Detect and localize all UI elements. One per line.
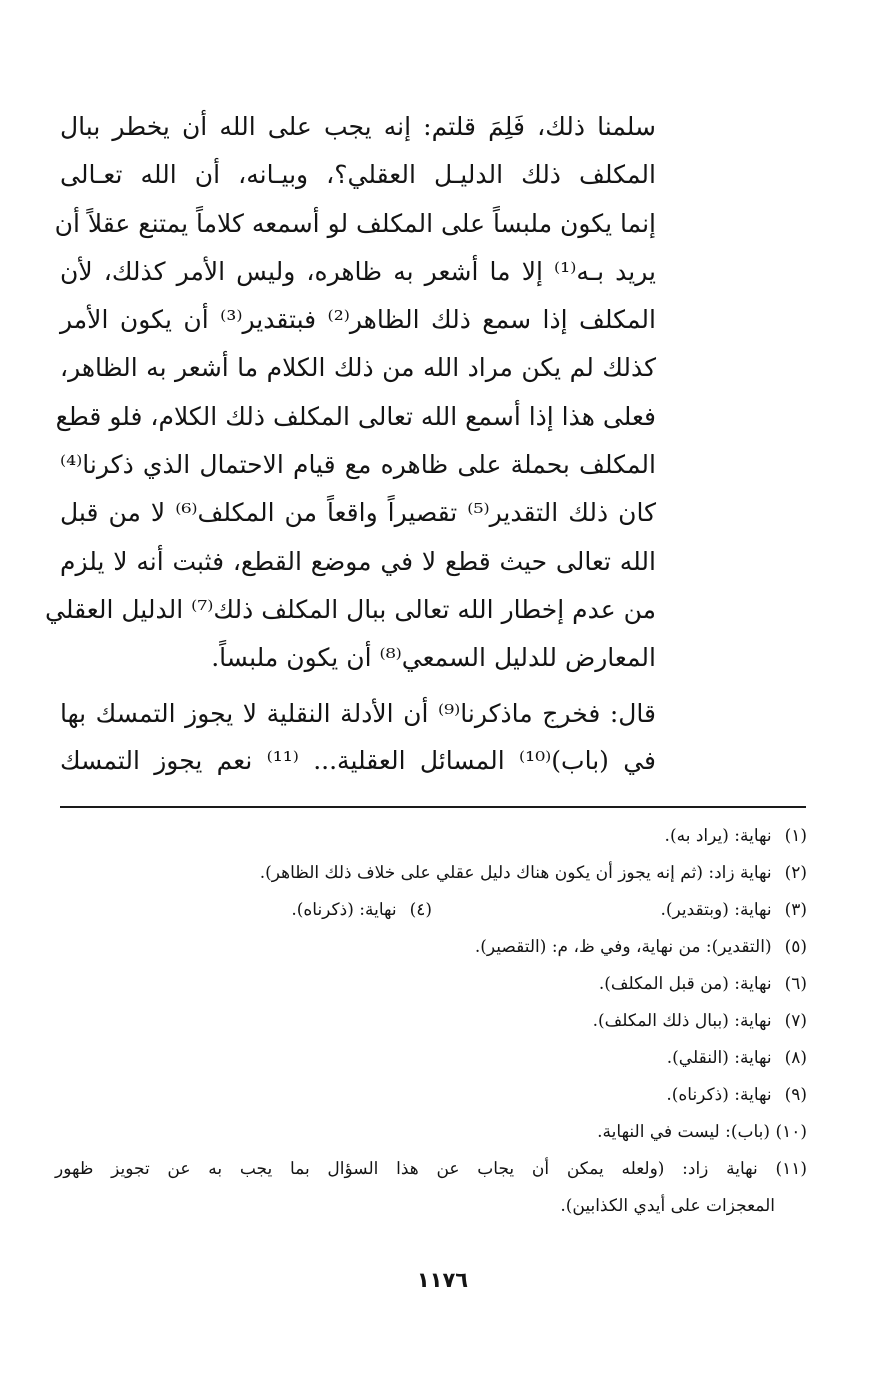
footnote-number: (٥): [784, 937, 807, 957]
footnote-text: نهاية: (وبتقدير).: [660, 900, 772, 920]
footnotes: [55, 818, 807, 1225]
footnote-4: [291, 892, 432, 929]
footnote-number: (١): [784, 826, 807, 846]
footnote-11: [55, 1151, 807, 1188]
main-text-paragraph-2: [60, 690, 656, 784]
footnote-11-continuation: المعجزات على أيدي الكذابين).: [560, 1196, 775, 1216]
footnote-text: نهاية: (ذكرناه).: [666, 1085, 772, 1105]
footnote-number: (٣): [784, 900, 807, 920]
text-line: المكلف ذلك الدليـل العقلي؟، وبيـانه، أن الله تعـالى: [60, 160, 656, 190]
text-line: قال: فخرج ماذكرنا⁽⁹⁾ أن الأدلة النقلية لا يجوز التمسك بها: [60, 699, 656, 728]
footnote-text: نهاية: (ببال ذلك المكلف).: [592, 1011, 772, 1031]
footnote-number: (٢): [784, 863, 807, 883]
footnote-text: (باب): ليست في النهاية.: [597, 1122, 771, 1142]
text-line: المعارض للدليل السمعي⁽⁸⁾ أن يكون ملبساً.: [211, 643, 656, 673]
text-line: في (باب)⁽¹⁰⁾ المسائل العقلية... ⁽¹¹⁾ نعم يجوز التمسك: [60, 746, 657, 775]
text-line: من عدم إخطار الله تعالى ببال المكلف ذلك⁽⁷⁾ الدليل العقلي: [45, 594, 656, 624]
text-line: كان ذلك التقدير⁽⁵⁾ تقصيراً واقعاً من المكلف⁽⁶⁾ لا من قبل: [60, 498, 657, 528]
footnote-number: (٨): [784, 1048, 807, 1068]
footnote-6: [55, 966, 807, 1003]
footnote-2: [55, 855, 807, 892]
footnote-number: (٤): [409, 900, 432, 920]
footnote-7: [55, 1003, 807, 1040]
footnote-text: نهاية زاد: (ولعله يمكن أن يجاب عن هذا السؤال بما يجب به عن تجويز ظهور: [55, 1159, 758, 1179]
footnote-text: نهاية: (ذكرناه).: [291, 900, 397, 920]
text-line: إنما يكون ملبساً على المكلف لو أسمعه كلاماً يمتنع عقلاً أن: [54, 208, 656, 238]
footnote-text: نهاية: (النقلي).: [666, 1048, 772, 1068]
footnote-text: (التقدير): من نهاية، وفي ظ، م: (التقصير).: [474, 937, 772, 957]
footnote-3-4: [55, 892, 807, 929]
footnote-text: نهاية: (يراد به).: [664, 826, 772, 846]
text-line: كذلك لم يكن مراد الله من ذلك الكلام ما أشعر به الظاهر،: [60, 353, 656, 383]
footnote-separator: [60, 806, 806, 808]
footnote-text: نهاية: (من قبل المكلف).: [598, 974, 772, 994]
footnote-number: (١٠): [775, 1122, 807, 1142]
footnote-5: [55, 929, 807, 966]
text-line: سلمنا ذلك، فَلِمَ قلتم: إنه يجب على الله أن يخطر ببال: [60, 112, 656, 141]
footnote-number: (٩): [784, 1085, 807, 1105]
footnote-text: نهاية زاد: (ثم إنه يجوز أن يكون هناك دليل عقلي على خلاف ذلك الظاهر).: [259, 863, 772, 883]
text-line: المكلف إذا سمع ذلك الظاهر⁽²⁾ فبتقدير⁽³⁾ أن يكون الأمر: [60, 305, 656, 335]
main-text-paragraph-1: [45, 103, 657, 683]
footnote-1: [55, 818, 807, 855]
text-line: المكلف بحملة على ظاهره مع قيام الاحتمال الذي ذكرنا⁽⁴⁾: [60, 450, 656, 480]
footnote-8: [55, 1040, 807, 1077]
footnote-10: [55, 1114, 807, 1151]
text-line: الله تعالى حيث قطع لا في موضع القطع، فثبت أنه لا يلزم: [60, 546, 656, 576]
page-number: ١١٧٦: [416, 1268, 469, 1292]
footnote-number: (٧): [784, 1011, 807, 1031]
footnote-9: [55, 1077, 807, 1114]
footnote-number: (١١): [775, 1159, 808, 1179]
text-line: فعلى هذا إذا أسمع الله تعالى المكلف ذلك الكلام، فلو قطع: [55, 401, 656, 431]
footnote-number: (٦): [784, 974, 807, 994]
text-line: يريد بـه⁽¹⁾ إلا ما أشعر به ظاهره، وليس الأمر كذلك، لأن: [60, 256, 656, 286]
footnote-3: [660, 900, 807, 920]
